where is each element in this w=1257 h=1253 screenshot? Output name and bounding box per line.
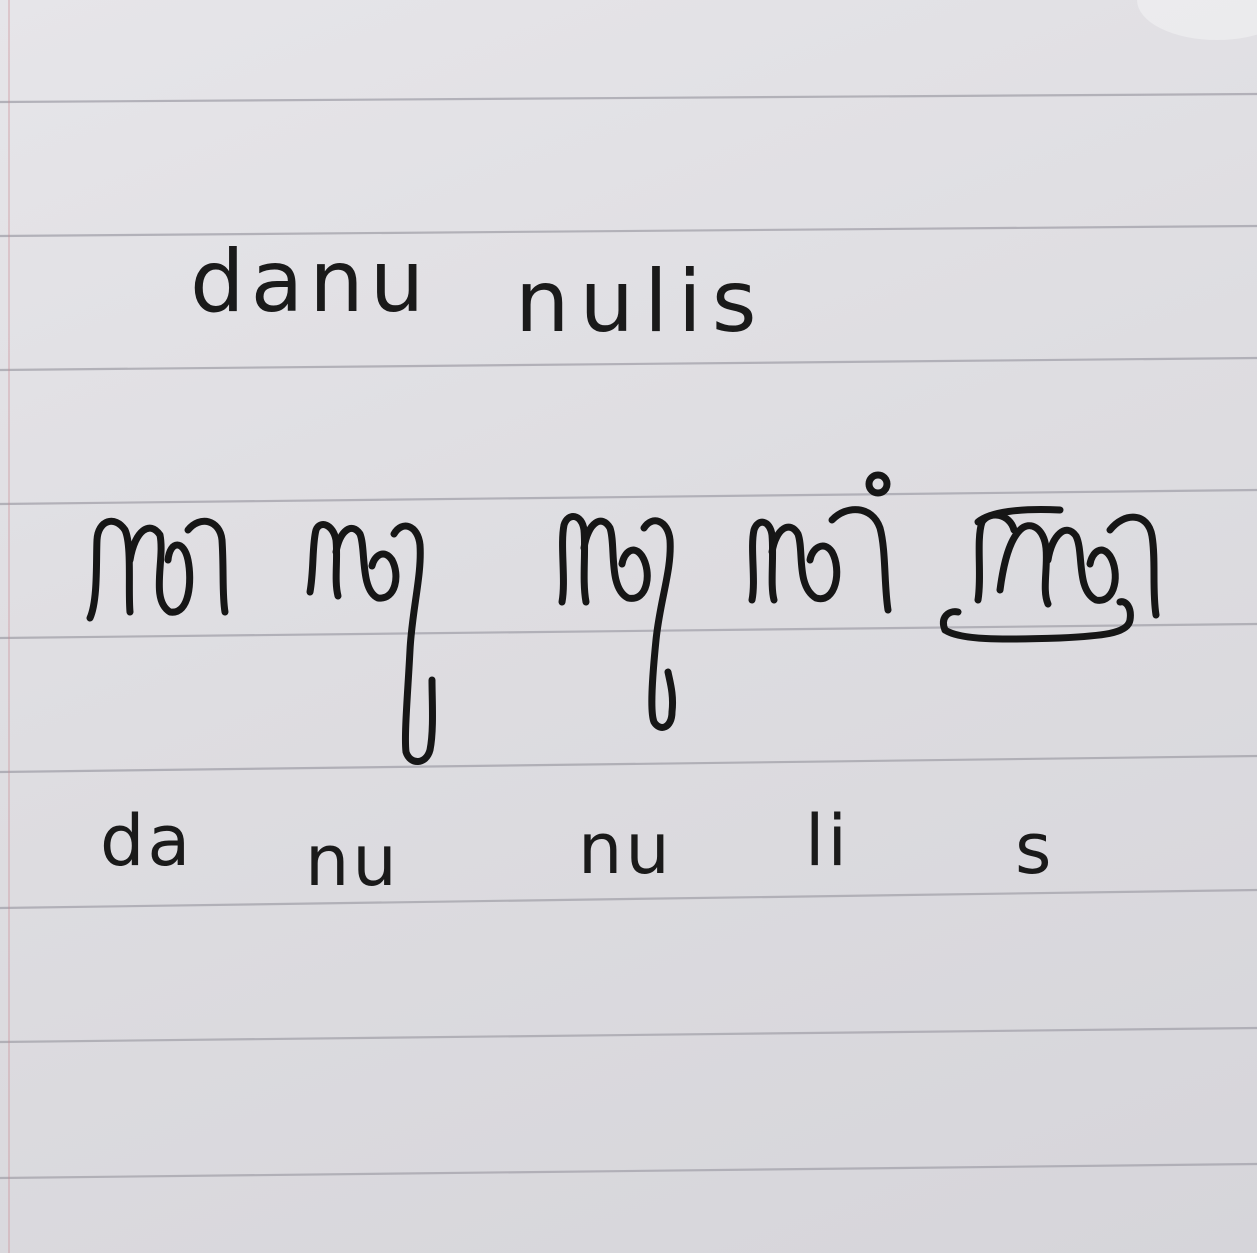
latin-word-nulis: nulis — [515, 252, 767, 352]
syllable-nu-2: nu — [578, 808, 673, 890]
syllable-nu-1: nu — [305, 820, 400, 902]
syllable-da: da — [100, 800, 194, 882]
syllable-li: li — [805, 800, 850, 882]
aksara-nu-1 — [310, 525, 433, 762]
aksara-li — [752, 475, 888, 610]
latin-word-danu: danu — [190, 232, 431, 332]
aksara-da — [90, 521, 225, 618]
aksara-s — [943, 510, 1156, 640]
aksara-nu-2 — [562, 516, 673, 727]
syllable-s: s — [1015, 808, 1055, 890]
